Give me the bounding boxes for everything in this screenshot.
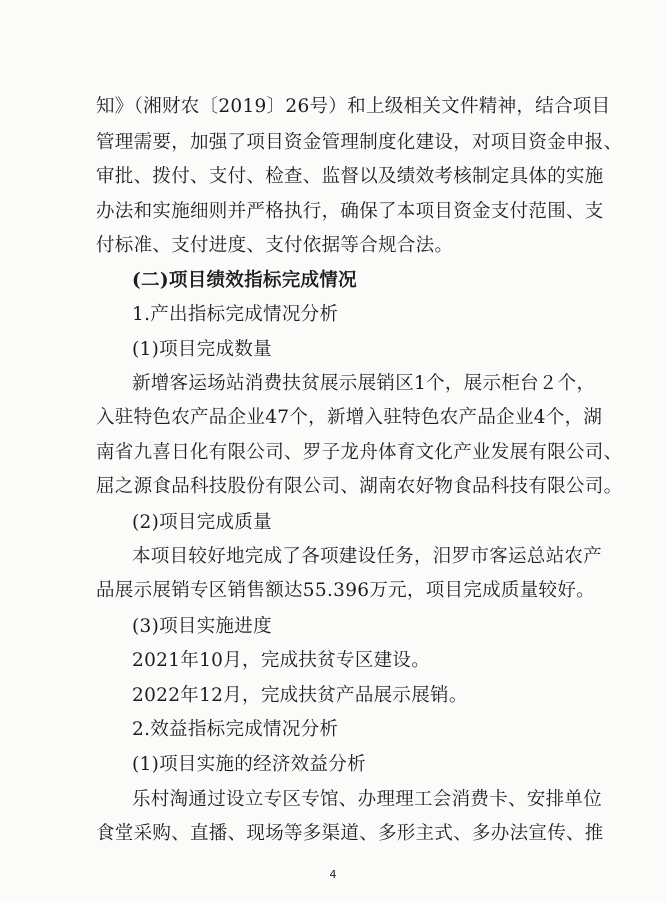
body-text-line: 办法和实施细则并严格执行，确保了本项目资金支付范围、支 [96,201,604,222]
body-text-line: 乐村淘通过设立专区专馆、办理理工会消费卡、安排单位 [132,789,603,810]
item-heading: (1)项目实施的经济效益分析 [132,754,366,775]
body-text-line: 2022年12月，完成扶贫产品展示展销。 [132,685,468,706]
item-heading: (1)项目完成数量 [132,339,272,360]
subsection-heading: 1.产出指标完成情况分析 [132,304,339,325]
body-text-line: 审批、拨付、支付、检查、监督以及绩效考核制定具体的实施 [96,166,604,187]
body-text-line: 新增客运场站消费扶贫展示展销区1个，展示柜台２个， [132,373,596,394]
body-text-line: 2021年10月，完成扶贫专区建设。 [132,650,431,671]
body-text-line: 管理需要，加强了项目资金管理制度化建设，对项目资金申报、 [96,132,623,153]
body-text-line: 本项目较好地完成了各项建设任务，汨罗市客运总站农产 [132,546,603,567]
body-text-line: 付标准、支付进度、支付依据等合规合法。 [96,235,454,256]
section-heading: (二)项目绩效指标完成情况 [132,270,357,291]
item-heading: (3)项目实施进度 [132,616,272,637]
page-number: 4 [329,868,337,881]
item-heading: (2)项目完成质量 [132,512,272,533]
body-text-line: 南省九喜日化有限公司、罗子龙舟体育文化产业发展有限公司、 [96,442,623,463]
body-text-line: 入驻特色农产品企业47个，新增入驻特色农产品企业4个，湖 [96,407,603,428]
subsection-heading: 2.效益指标完成情况分析 [132,719,339,740]
body-text-line: 品展示展销专区销售额达55.396万元，项目完成质量较好。 [96,580,595,601]
body-text-line: 知》（湘财农〔2019〕26号）和上级相关文件精神，结合项目 [96,96,611,117]
body-text-line: 屈之源食品科技股份有限公司、湖南农好物食品科技有限公司。 [96,476,623,497]
body-text-line: 食堂采购、直播、现场等多渠道、多形主式、多办法宣传、推 [96,823,604,844]
